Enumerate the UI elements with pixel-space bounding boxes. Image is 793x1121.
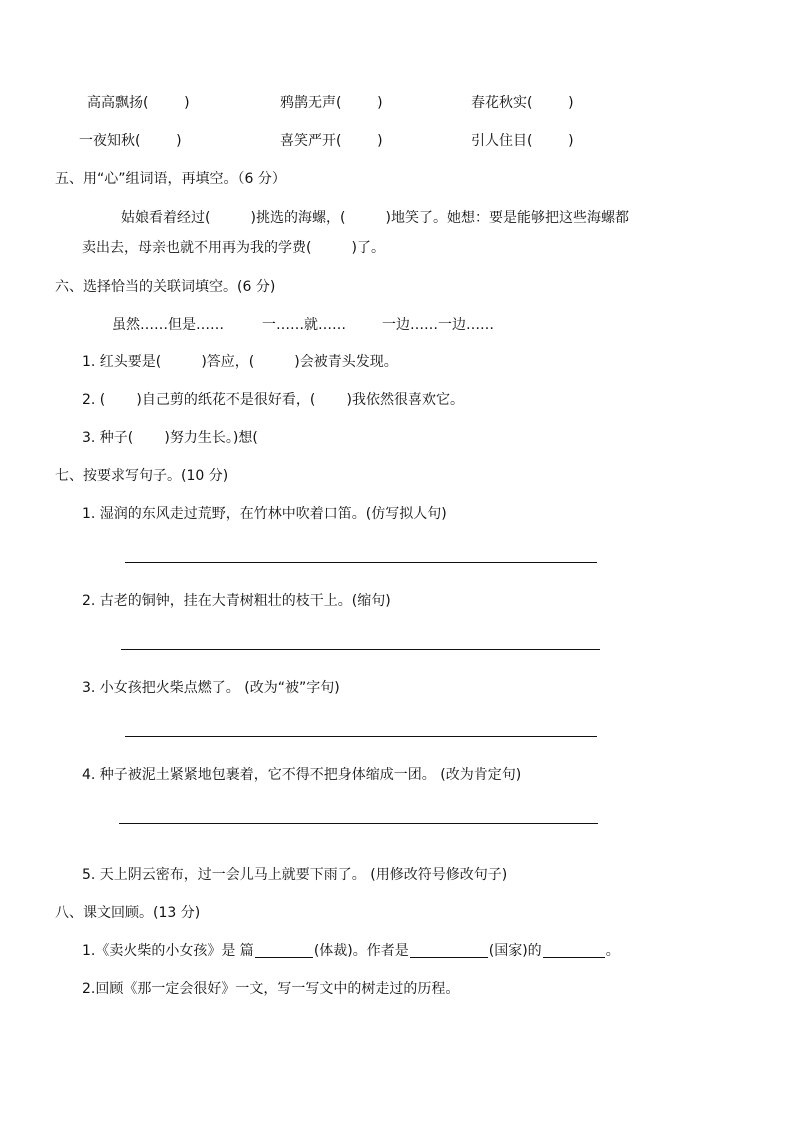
question-item: 2. ( )自己剪的纸花不是很好看，( )我依然很喜欢它。 — [82, 392, 464, 408]
answer-line[interactable] — [125, 562, 597, 563]
idiom-item: 一夜知秋( ) — [79, 133, 182, 149]
question-item: 1. 湿润的东风走过荒野，在竹林中吹着口笛。(仿写拟人句) — [82, 506, 447, 522]
question-text: 。 — [605, 943, 620, 959]
question-item: 1. 红头要是( )答应，( )会被青头发现。 — [82, 354, 398, 370]
idiom-item: 鸦鹊无声( ) — [280, 95, 383, 111]
section-heading: 五、用“心”组词语，再填空。（6 分） — [55, 171, 286, 187]
answer-line[interactable] — [125, 736, 597, 737]
section-heading: 八、课文回顾。(13 分) — [55, 905, 201, 921]
question-text: 1.《卖火柴的小女孩》是 篇 — [82, 943, 254, 959]
idiom-item: 喜笑严开( ) — [280, 133, 383, 149]
section-heading: 六、选择恰当的关联词填空。(6 分) — [55, 279, 276, 295]
question-item: 2. 古老的铜钟，挂在大青树粗壮的枝干上。(缩句) — [82, 593, 391, 609]
conjunction-option: 一边……一边…… — [382, 317, 494, 333]
fill-blank[interactable] — [255, 943, 313, 958]
section-heading: 七、按要求写句子。(10 分) — [55, 468, 229, 484]
idiom-item: 高高飘扬( ) — [87, 95, 190, 111]
question-item: 5. 天上阴云密布，过一会儿马上就要下雨了。 (用修改符号修改句子) — [82, 867, 508, 883]
question-item: 4. 种子被泥土紧紧地包裹着，它不得不把身体缩成一团。 (改为肯定句) — [82, 767, 522, 783]
idiom-item: 春花秋实( ) — [471, 95, 574, 111]
paragraph-line: 姑娘看着经过( )挑选的海螺，( )地笑了。她想：要是能够把这些海螺都 — [121, 210, 629, 226]
question-text: (国家)的 — [488, 943, 542, 959]
fill-blank[interactable] — [543, 943, 605, 958]
answer-line[interactable] — [121, 649, 600, 650]
conjunction-option: 一……就…… — [262, 317, 346, 333]
paragraph-line: 卖出去，母亲也就不用再为我的学费( )了。 — [82, 240, 385, 256]
idiom-item: 引人住目( ) — [471, 133, 574, 149]
question-item: 3. 种子( )努力生长。)想( — [82, 430, 258, 446]
question-item: 3. 小女孩把火柴点燃了。 (改为“被”字句) — [82, 680, 340, 696]
question-item — [82, 941, 620, 961]
question-item: 2.回顾《那一定会很好》一文，写一写文中的树走过的历程。 — [82, 981, 460, 997]
conjunction-option: 虽然……但是…… — [112, 317, 224, 333]
answer-line[interactable] — [119, 823, 598, 824]
question-text: (体裁)。作者是 — [313, 943, 409, 959]
fill-blank[interactable] — [410, 943, 488, 958]
